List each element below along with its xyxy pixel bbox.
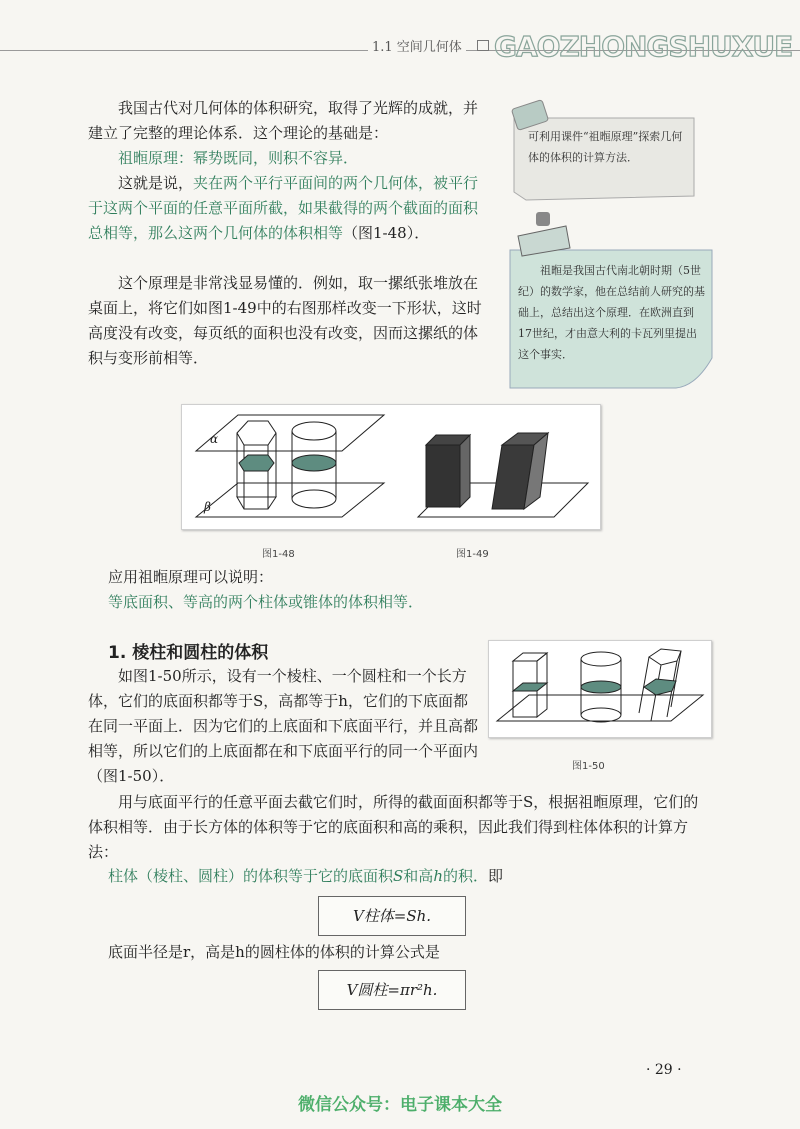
section-paragraph-3 <box>108 864 608 889</box>
side-note-courseware <box>506 96 706 206</box>
volume-rule-part2: 和高 <box>403 867 434 885</box>
volume-rule-end: 即 <box>488 867 504 885</box>
figure-panel-48-49 <box>181 404 601 530</box>
page-header <box>0 30 800 64</box>
watermark-text: 微信公众号：电子课本大全 <box>298 1095 502 1115</box>
page-number: · 29 · <box>646 1062 682 1078</box>
parallel-planes-diagram <box>182 405 600 529</box>
var-S: S <box>393 867 404 885</box>
note-text-1: 可利用课件“祖暅原理”探索几何体的体积的计算方法． <box>528 130 683 164</box>
section-1-heading <box>108 638 268 663</box>
three-solids-diagram <box>489 641 711 737</box>
intro-paragraph-2 <box>88 171 488 246</box>
alpha-label: α <box>210 432 219 446</box>
side-note-history <box>506 208 716 398</box>
apply-paragraph: 应用祖暅原理可以说明： <box>108 568 274 586</box>
section-paragraph-4: 底面半径是r，高是h的圆柱体的体积的计算公式是 <box>108 943 440 961</box>
figure-1-49-caption: 图1-49 <box>456 549 489 560</box>
var-h: h <box>433 867 443 885</box>
p2-start: 这就是说， <box>118 174 194 192</box>
cylinder-volume-formula: V圆柱=πr²h. <box>318 970 466 1010</box>
zu-geng-principle: 祖暅原理：幂势既同，则积不容异． <box>118 149 359 167</box>
section-title: 棱柱和圆柱的体积 <box>132 643 269 663</box>
figure-1-48-caption: 图1-48 <box>262 549 295 560</box>
p2-end: （图1-48）． <box>343 224 430 242</box>
section-paragraph-1: 如图1-50所示，设有一个棱柱、一个圆柱和一个长方体，它们的底面积都等于S，高都等于h，它们的下底面都在同一平面上．因为它们的上底面和下底面平行，并且高都相等，所以它们的上底面都在和下底面平行的同一个平面内（图1-50）． <box>88 667 479 785</box>
volume-rule-part1: 柱体（棱柱、圆柱）的体积等于它的底面积 <box>108 867 394 885</box>
apply-conclusion: 等底面积、等高的两个柱体或锥体的体积相等． <box>108 593 424 611</box>
volume-rule-part3: 的积． <box>442 867 488 885</box>
beta-label: β <box>204 500 211 514</box>
figure-1-50-caption: 图1-50 <box>572 761 605 772</box>
brand-logo: GAOZHONGSHUXUE <box>494 30 793 63</box>
intro-paragraph-1: 我国古代对几何体的体积研究，取得了光辉的成就，并建立了完整的理论体系．这个理论的基础是： <box>88 99 479 142</box>
section-heading: 1.1 空间几何体 <box>368 36 466 55</box>
p2-highlight: 夹在两个平行平面间的两个几何体，被平行于这两个平面的任意平面所截，如果截得的两个截面的面积总相等，那么这两个几何体的体积相等 <box>88 174 479 242</box>
header-square-icon <box>477 40 489 51</box>
section-paragraph-2: 用与底面平行的任意平面去截它们时，所得的截面面积都等于S，根据祖暅原理，它们的体积相等．由于长方体的体积等于它的底面积和高的乘积，因此我们得到柱体体积的计算方法： <box>88 793 699 861</box>
figure-panel-50 <box>488 640 712 738</box>
section-number: 1. <box>108 643 127 663</box>
prism-volume-formula: V柱体=Sh. <box>318 896 466 936</box>
note-text-2: 祖暅是我国古代南北朝时期（5世纪）的数学家，他在总结前人研究的基础上，总结出这个原理．在欧洲直到17世纪，才由意大利的卡瓦列里提出这个事实． <box>518 264 705 361</box>
intro-paragraph-3: 这个原理是非常浅显易懂的．例如，取一摞纸张堆放在桌面上，将它们如图1-49中的右图那样改变一下形状，这时高度没有改变，每页纸的面积也没有改变，因而这摞纸的体积与变形前相等． <box>88 274 482 367</box>
